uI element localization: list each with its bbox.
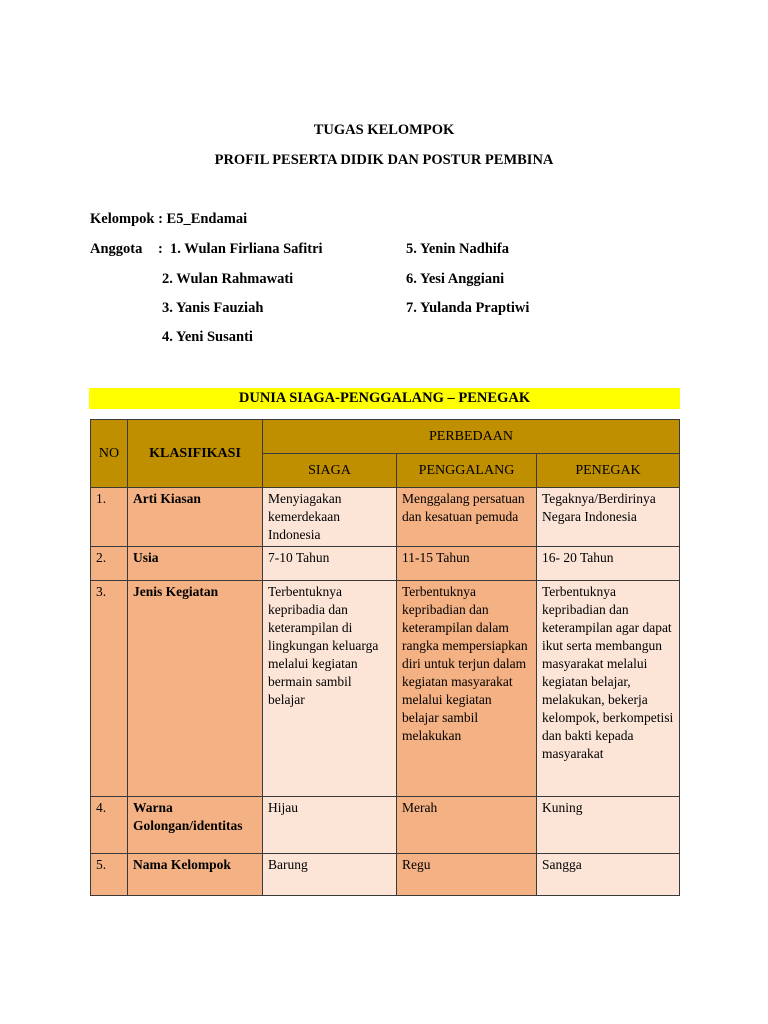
cell-penggalang: 11-15 Tahun [397, 547, 537, 581]
cell-siaga: Menyiagakan kemerdekaan Indonesia [263, 488, 397, 547]
document-title: TUGAS KELOMPOK [313, 122, 455, 138]
cell-siaga: Terbentuknya kepribadia dan keterampilan di lingkungan keluarga melalui kegiatan bermain sambil belajar [263, 581, 397, 797]
header-perbedaan: PERBEDAAN [263, 420, 680, 454]
member-7: 7. Yulanda Praptiwi [406, 300, 530, 316]
cell-siaga: 7-10 Tahun [263, 547, 397, 581]
cell-penegak: Kuning [537, 797, 680, 854]
cell-penegak: Terbentuknya kepribadian dan keterampilan agar dapat ikut serta membangun masyarakat melalui kegiatan belajar, melakukan, bekerja kelompok, berkompetisi dan bakti kepada masyarakat [537, 581, 680, 797]
table-row [91, 797, 680, 854]
group-line: Kelompok : E5_Endamai [90, 211, 248, 227]
header-no: NO [91, 420, 128, 488]
cell-penggalang: Menggalang persatuan dan kesatuan pemuda [397, 488, 537, 547]
member-4: 4. Yeni Susanti [162, 329, 253, 345]
section-banner: DUNIA SIAGA-PENGGALANG – PENEGAK [89, 388, 680, 409]
row-klasifikasi: Arti Kiasan [128, 488, 263, 547]
cell-penegak: Tegaknya/Berdirinya Negara Indonesia [537, 488, 680, 547]
cell-penggalang: Terbentuknya kepribadian dan keterampilan dalam rangka mempersiapkan diri untuk terjun dalam kegiatan masyarakat melalui kegiatan belajar sambil melakukan [397, 581, 537, 797]
row-number: 2. [91, 547, 128, 581]
table-row [91, 488, 680, 547]
member-6: 6. Yesi Anggiani [406, 271, 505, 287]
row-number: 1. [91, 488, 128, 547]
member-3: 3. Yanis Fauziah [162, 300, 264, 316]
row-klasifikasi: Nama Kelompok [128, 854, 263, 896]
table-row [91, 581, 680, 797]
header-klasifikasi: KLASIFIKASI [128, 420, 263, 488]
row-klasifikasi: Jenis Kegiatan [128, 581, 263, 797]
header-siaga: SIAGA [263, 454, 397, 488]
row-number: 3. [91, 581, 128, 797]
document-subtitle: PROFIL PESERTA DIDIK DAN POSTUR PEMBINA [214, 152, 554, 168]
cell-siaga: Hijau [263, 797, 397, 854]
cell-penggalang: Regu [397, 854, 537, 896]
cell-penegak: 16- 20 Tahun [537, 547, 680, 581]
comparison-table [90, 419, 680, 896]
table-row [91, 547, 680, 581]
members-separator: : [158, 241, 163, 257]
row-number: 5. [91, 854, 128, 896]
cell-siaga: Barung [263, 854, 397, 896]
table-row [91, 854, 680, 896]
member-5: 5. Yenin Nadhifa [406, 241, 510, 257]
cell-penggalang: Merah [397, 797, 537, 854]
row-klasifikasi: Warna Golongan/identitas [128, 797, 263, 854]
member-1: 1. Wulan Firliana Safitri [170, 241, 323, 257]
member-2: 2. Wulan Rahmawati [162, 271, 294, 287]
members-label: Anggota [90, 241, 143, 257]
row-number: 4. [91, 797, 128, 854]
header-penegak: PENEGAK [537, 454, 680, 488]
header-penggalang: PENGGALANG [397, 454, 537, 488]
row-klasifikasi: Usia [128, 547, 263, 581]
cell-penegak: Sangga [537, 854, 680, 896]
